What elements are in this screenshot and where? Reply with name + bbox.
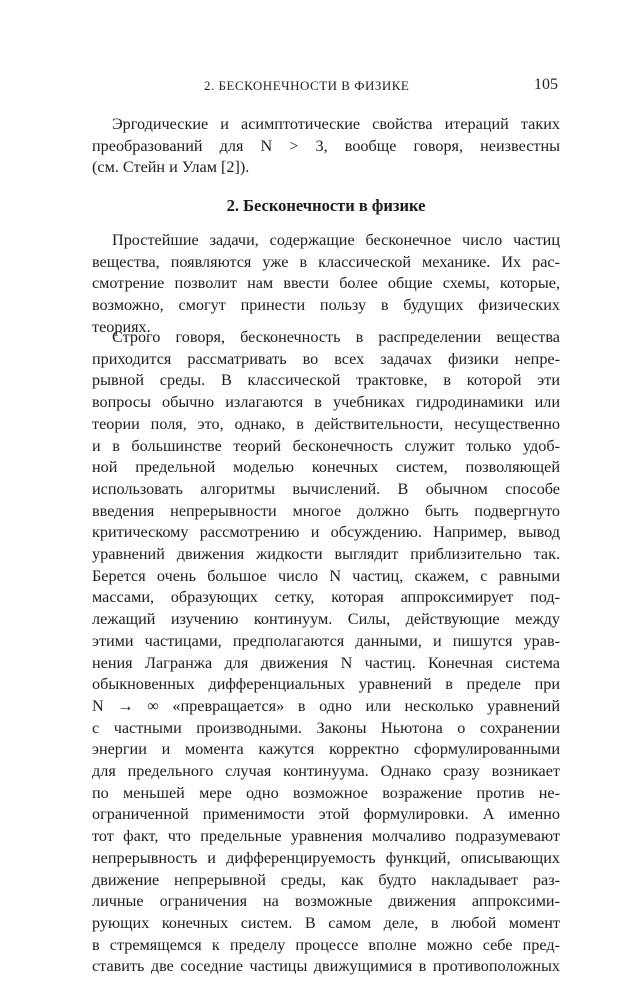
text-line: ставить две соседние частицы движущимися в противоположных <box>92 957 560 976</box>
text-line: массами, образующих сетку, которая аппроксимирует под- <box>92 588 560 607</box>
page-number: 105 <box>534 76 558 93</box>
text-line: рующих конечных систем. В самом деле, в любой момент <box>92 913 560 932</box>
text-line: уравнений движения жидкости выглядит приблизительно так. <box>92 545 560 564</box>
paragraph-1 <box>92 230 560 339</box>
text-line: для предельного случая континуума. Однако сразу возникает <box>92 762 560 781</box>
text-line: Простейшие задачи, содержащие бесконечное число частиц <box>112 231 560 249</box>
text-line: Берется очень большое число N частиц, скажем, с равными <box>92 566 560 585</box>
text-line: с частными производными. Законы Ньютона о сохранении <box>92 718 560 737</box>
text-line: непрерывность и дифференцируемость функций, описывающих <box>92 848 560 867</box>
text-line: обыкновенных дифференциальных уравнений в пределе при <box>92 675 560 694</box>
text-line: введения непрерывности многое должно быть подвергнуто <box>92 501 560 520</box>
text-line: теориях. <box>92 317 151 336</box>
intro-paragraph <box>92 114 560 179</box>
text-line: теории поля, это, однако, в действительности, несущественно <box>92 414 560 433</box>
section-heading: 2. Бесконечности в физике <box>226 196 426 215</box>
text-line: личные ограничения на возможные движения аппроксими- <box>92 892 560 911</box>
running-title: 2. БЕСКОНЕЧНОСТИ В ФИЗИКЕ <box>204 78 410 93</box>
text-line: и в большинстве теорий бесконечность служит только удоб- <box>92 436 560 455</box>
running-head <box>96 78 562 98</box>
text-line: преобразований для N > 3, вообще говоря, неизвестны <box>92 136 560 155</box>
text-line: критическому рассмотрению и обсуждению. Например, вывод <box>92 523 560 542</box>
text-line: использовать алгоритмы вычислений. В обычном способе <box>92 479 560 498</box>
text-line: (см. Стейн и Улам [2]). <box>92 158 250 177</box>
text-line: энергии и момента кажутся корректно сформулированными <box>92 740 560 759</box>
text-line: ограниченной применимости этой формулировки. А именно <box>92 805 560 824</box>
text-line: лежащий изучению континуум. Силы, действующие между <box>92 610 560 629</box>
text-line: движение непрерывной среды, как будто накладывает раз- <box>92 870 560 889</box>
text-line: приходится рассматривать во всех задачах физики непре- <box>92 349 560 368</box>
text-line: рывной среды. В классической трактовке, в которой эти <box>92 371 560 390</box>
text-line: вещества, появляются уже в классической механике. Их рас- <box>92 252 560 271</box>
text-line: Эргодические и асимптотические свойства итераций таких <box>112 115 560 133</box>
text-line: возможно, смогут принести пользу в будущих физических <box>92 296 560 315</box>
text-line: ной предельной моделью конечных систем, позволяющей <box>92 458 560 477</box>
paragraph-2 <box>92 327 560 978</box>
text-line: Строго говоря, бесконечность в распределении вещества <box>112 328 560 346</box>
text-line: в стремящемся к пределу процессе вполне можно себе пред- <box>92 935 560 954</box>
text-line: по меньшей мере одно возможное возражение против не- <box>92 783 560 802</box>
text-line: тот факт, что предельные уравнения молчаливо подразумевают <box>92 827 560 846</box>
text-line: вопросы обычно излагаются в учебниках гидродинамики или <box>92 393 560 412</box>
text-line: смотрение позволит нам ввести более общие схемы, которые, <box>92 274 560 293</box>
text-line: нения Лагранжа для движения N частиц. Конечная система <box>92 653 560 672</box>
text-line: N → ∞ «превращается» в одно или несколько уравнений <box>92 696 560 715</box>
text-line: этими частицами, предполагаются данными, и пишутся урав- <box>92 631 560 650</box>
